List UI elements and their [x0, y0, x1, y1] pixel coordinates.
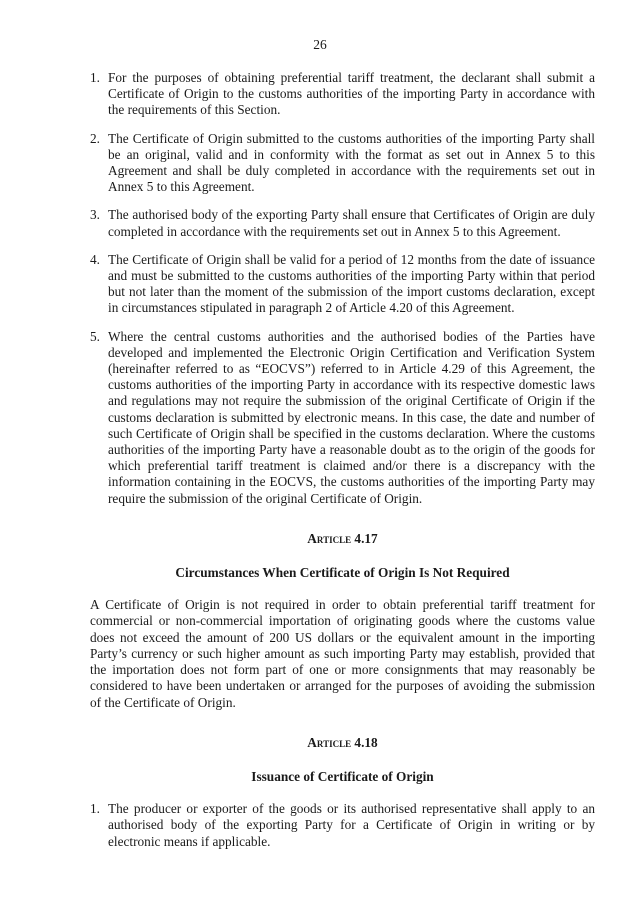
- page-number: 26: [313, 37, 327, 52]
- list-item-number: 5.: [90, 328, 100, 344]
- article-4-17-title: Circumstances When Certificate of Origin Is Not Required: [175, 565, 510, 581]
- list-item-text: Where the central customs authorities and the authorised bodies of the Parties have developed and implemented the Electronic Origin Certification and Verification System (hereinafter referred to as “EOCVS”) referred to in Article 4.29 of this Agreement, the customs authorities of the importing Party in accordance with its respective domestic laws and regulations may not require the submission of the original Certificate of Origin if the customs declaration is submitted by electronic means. In this case, the date and number of such Certificate of Origin shall be specified in the customs declaration. Where the customs authorities of the importing Party have a reasonable doubt as to the origin of the goods for which preferential tariff treatment is claimed and/or there is a discrepancy with the information containing in the EOCVS, the customs authorities of the importing Party may require the submission of the original Certificate of Origin.: [108, 328, 595, 506]
- list-item-number: 1.: [90, 70, 100, 85]
- article-label-text: Article 4.18: [307, 734, 378, 750]
- issuance-list: [90, 801, 595, 850]
- list-item-number: 2.: [90, 130, 100, 146]
- list-item: [90, 252, 595, 317]
- article-label-text: Article 4.17: [307, 530, 378, 546]
- article-4-18-title: Issuance of Certificate of Origin: [251, 768, 434, 784]
- list-item-text: The authorised body of the exporting Party shall ensure that Certificates of Origin are duly completed in accordance with the requirements set out in Annex 5 to this Agreement.: [108, 207, 595, 239]
- list-item-number: 3.: [90, 207, 100, 223]
- list-item-number: 1.: [90, 801, 100, 817]
- page-content: [90, 70, 595, 862]
- list-item-text: For the purposes of obtaining preferential tariff treatment, the declarant shall submit a Certificate of Origin to the customs authorities of the importing Party in accordance with the requirements of this Section.: [108, 70, 595, 118]
- article-4-17-body: A Certificate of Origin is not required in order to obtain preferential tariff treatment for commercial or non-commercial importation of originating goods where the customs value does not exceed the amount of 200 US dollars or the equivalent amount in the importing Party’s currency or such higher amount as such importing Party may establish, provided that the importation does not form part of one or more consignments that may reasonably be considered to have been undertaken or arranged for the purposes of avoiding the submission of the Certificate of Origin.: [90, 597, 595, 710]
- certificate-requirements-list: [90, 70, 595, 507]
- list-item: [90, 801, 595, 850]
- list-item: [90, 70, 595, 119]
- list-item: [90, 131, 595, 196]
- article-4-18-label: [90, 735, 595, 751]
- list-item-text: The producer or exporter of the goods or its authorised representative shall apply to an authorised body of the exporting Party for a Certificate of Origin in writing or by electronic means if applicable.: [108, 801, 595, 849]
- list-item-number: 4.: [90, 251, 100, 267]
- article-4-17-label: [90, 531, 595, 547]
- list-item: [90, 329, 595, 507]
- list-item: [90, 207, 595, 239]
- list-item-text: The Certificate of Origin submitted to the customs authorities of the importing Party shall be an original, valid and in conformity with the format as set out in Annex 5 to this Agreement and shall be duly completed in accordance with the requirements set out in Annex 5 to this Agreement.: [108, 130, 595, 195]
- list-item-text: The Certificate of Origin shall be valid for a period of 12 months from the date of issuance and must be submitted to the customs authorities of the importing Party within that period but not later than the moment of the submission of the import customs declaration, except in circumstances stipulated in paragraph 2 of Article 4.20 of this Agreement.: [108, 251, 595, 316]
